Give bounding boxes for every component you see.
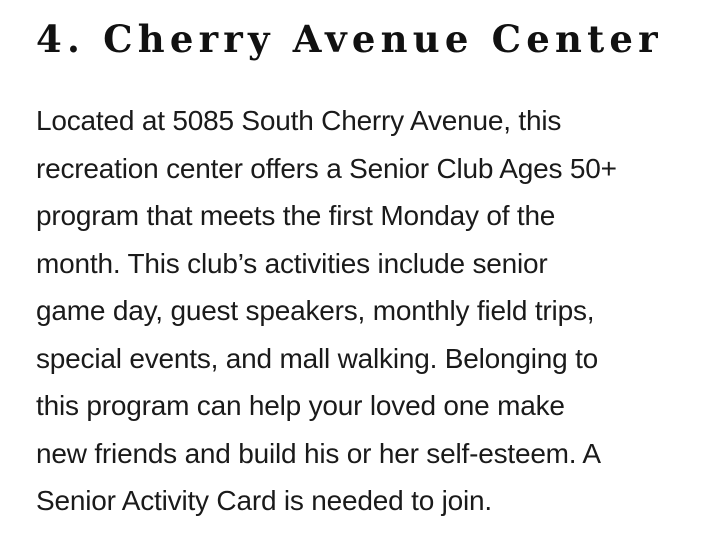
section-heading: 4. Cherry Avenue Center (36, 17, 663, 61)
body-line: game day, guest speakers, monthly field trips, (36, 295, 595, 326)
body-line: special events, and mall walking. Belonging to (36, 342, 599, 374)
body-line: Located at 5085 South Cherry Avenue, this (36, 105, 562, 136)
body-line: new friends and build his or her self-esteem. A (36, 437, 601, 469)
section-body (36, 97, 706, 525)
article-section (36, 0, 706, 525)
body-line: Senior Activity Card is needed to join. (36, 485, 493, 516)
body-line: month. This club’s activities include senior (36, 247, 548, 279)
body-line: recreation center offers a Senior Club Ages 50+ (36, 152, 617, 184)
body-line: program that meets the first Monday of the (36, 200, 556, 231)
body-line: this program can help your loved one make (36, 390, 565, 421)
